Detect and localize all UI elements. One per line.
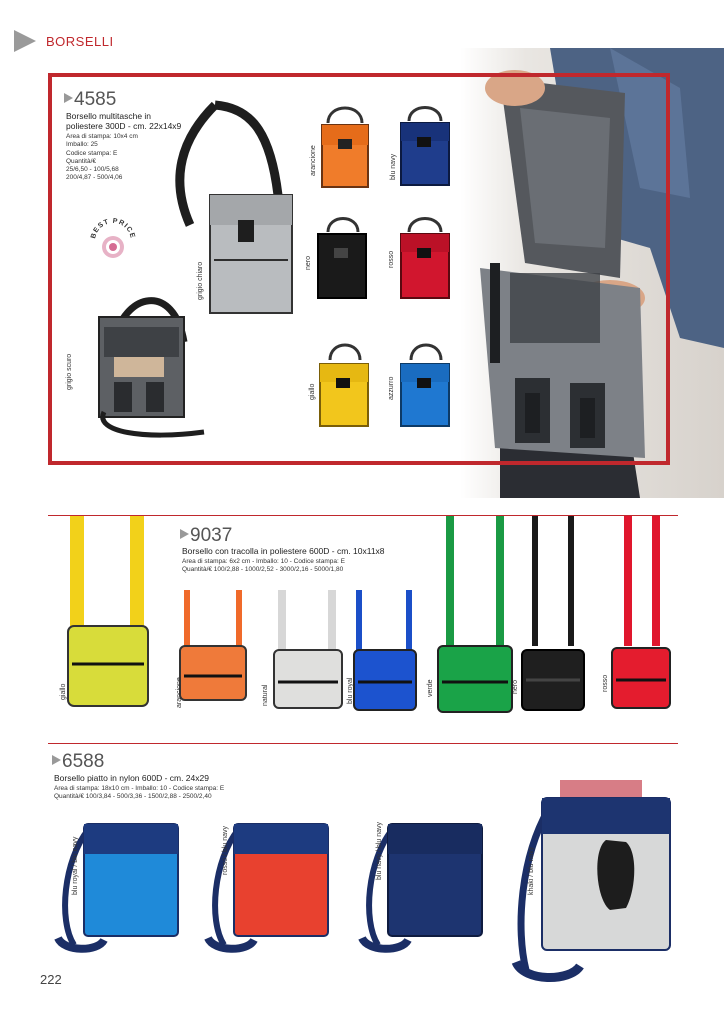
info-line: Area di stampa: 10x4 cm bbox=[66, 133, 138, 140]
bag-9037-giallo bbox=[62, 516, 154, 708]
code-arrow-icon bbox=[64, 93, 73, 103]
variant-label: natural bbox=[262, 684, 269, 706]
bag-9037-natural bbox=[270, 590, 346, 710]
section-title: BORSELLI bbox=[46, 34, 114, 49]
bag-9037-verde bbox=[434, 516, 516, 714]
bag-arancione bbox=[318, 103, 372, 195]
variant-label: khaki / blu navy bbox=[528, 846, 535, 895]
variant-label: grigio scuro bbox=[66, 353, 73, 390]
best-price-badge bbox=[86, 214, 140, 268]
code-arrow-icon bbox=[180, 529, 189, 539]
bag-nero bbox=[314, 214, 370, 304]
info-line: Area di stampa: 18x10 cm - Imballo: 10 - Codice stampa: E bbox=[54, 785, 225, 792]
product-description: Borsello con tracolla in poliestere 600D - cm. 10x11x8 bbox=[182, 546, 385, 556]
header-arrow-icon bbox=[14, 30, 36, 52]
variant-label: blu navy / blu navy bbox=[376, 822, 383, 880]
product-code: 4585 bbox=[64, 90, 116, 109]
product-info bbox=[66, 133, 138, 183]
bag-rosso bbox=[397, 214, 453, 304]
variant-label: arancione bbox=[176, 677, 183, 708]
product-info bbox=[54, 785, 224, 802]
desc-line: poliestere 300D - cm. 22x14x9 bbox=[66, 121, 182, 131]
info-line: Quantità/€ bbox=[66, 157, 96, 165]
info-line: Quantità/€ 100/3,84 - 500/3,36 - 1500/2,88 - 2500/2,40 bbox=[54, 793, 212, 801]
variant-label: azzurro bbox=[388, 376, 395, 400]
variant-label: verde bbox=[427, 679, 434, 697]
bag-9037-blu-royal bbox=[352, 590, 418, 712]
product-code: 9037 bbox=[180, 526, 232, 545]
variant-label: giallo bbox=[309, 383, 316, 400]
bag-azzurro bbox=[397, 340, 453, 432]
variant-label: rosso bbox=[602, 674, 609, 692]
section-divider bbox=[48, 743, 678, 744]
code-arrow-icon bbox=[52, 755, 61, 765]
info-line: Imballo: 25 bbox=[66, 141, 98, 149]
variant-label: rosso / blu navy bbox=[222, 825, 229, 875]
variant-label: rosso bbox=[388, 250, 395, 268]
variant-label: nero bbox=[512, 679, 519, 694]
product-info bbox=[182, 558, 345, 575]
info-line: 25/6,50 - 100/5,68 bbox=[66, 166, 119, 174]
bag-grigio-scuro bbox=[84, 282, 214, 442]
bag-blu-navy bbox=[397, 103, 453, 193]
variant-label: blu royal bbox=[347, 677, 354, 704]
variant-label: grigio chiaro bbox=[197, 261, 204, 300]
bag-giallo bbox=[316, 340, 372, 432]
bag-9037-rosso bbox=[608, 516, 672, 712]
info-line: Codice stampa: E bbox=[66, 149, 118, 157]
bag-9037-nero bbox=[520, 516, 586, 712]
info-line: 200/4,87 - 500/4,06 bbox=[66, 174, 123, 182]
variant-label: arancione bbox=[310, 145, 317, 176]
variant-label: giallo bbox=[60, 683, 67, 700]
variant-label: blu royal / blu navy bbox=[72, 836, 79, 895]
page-number: 222 bbox=[40, 972, 62, 987]
info-line: Quantità/€ 100/2,88 - 1000/2,52 - 3000/2,16 - 5000/1,80 bbox=[182, 566, 344, 574]
product-code: 6588 bbox=[52, 752, 104, 771]
info-line: Area di stampa: 6x2 cm - Imballo: 10 - Codice stampa: E bbox=[182, 558, 345, 565]
svg-text:BEST PRICE: BEST PRICE bbox=[90, 217, 136, 240]
variant-label: blu navy bbox=[390, 153, 397, 180]
bag-9037-arancione bbox=[178, 590, 250, 700]
product-description: Borsello piatto in nylon 600D - cm. 24x29 bbox=[54, 773, 209, 783]
desc-line: Borsello multitasche in bbox=[66, 111, 152, 121]
variant-label: nero bbox=[305, 255, 312, 270]
